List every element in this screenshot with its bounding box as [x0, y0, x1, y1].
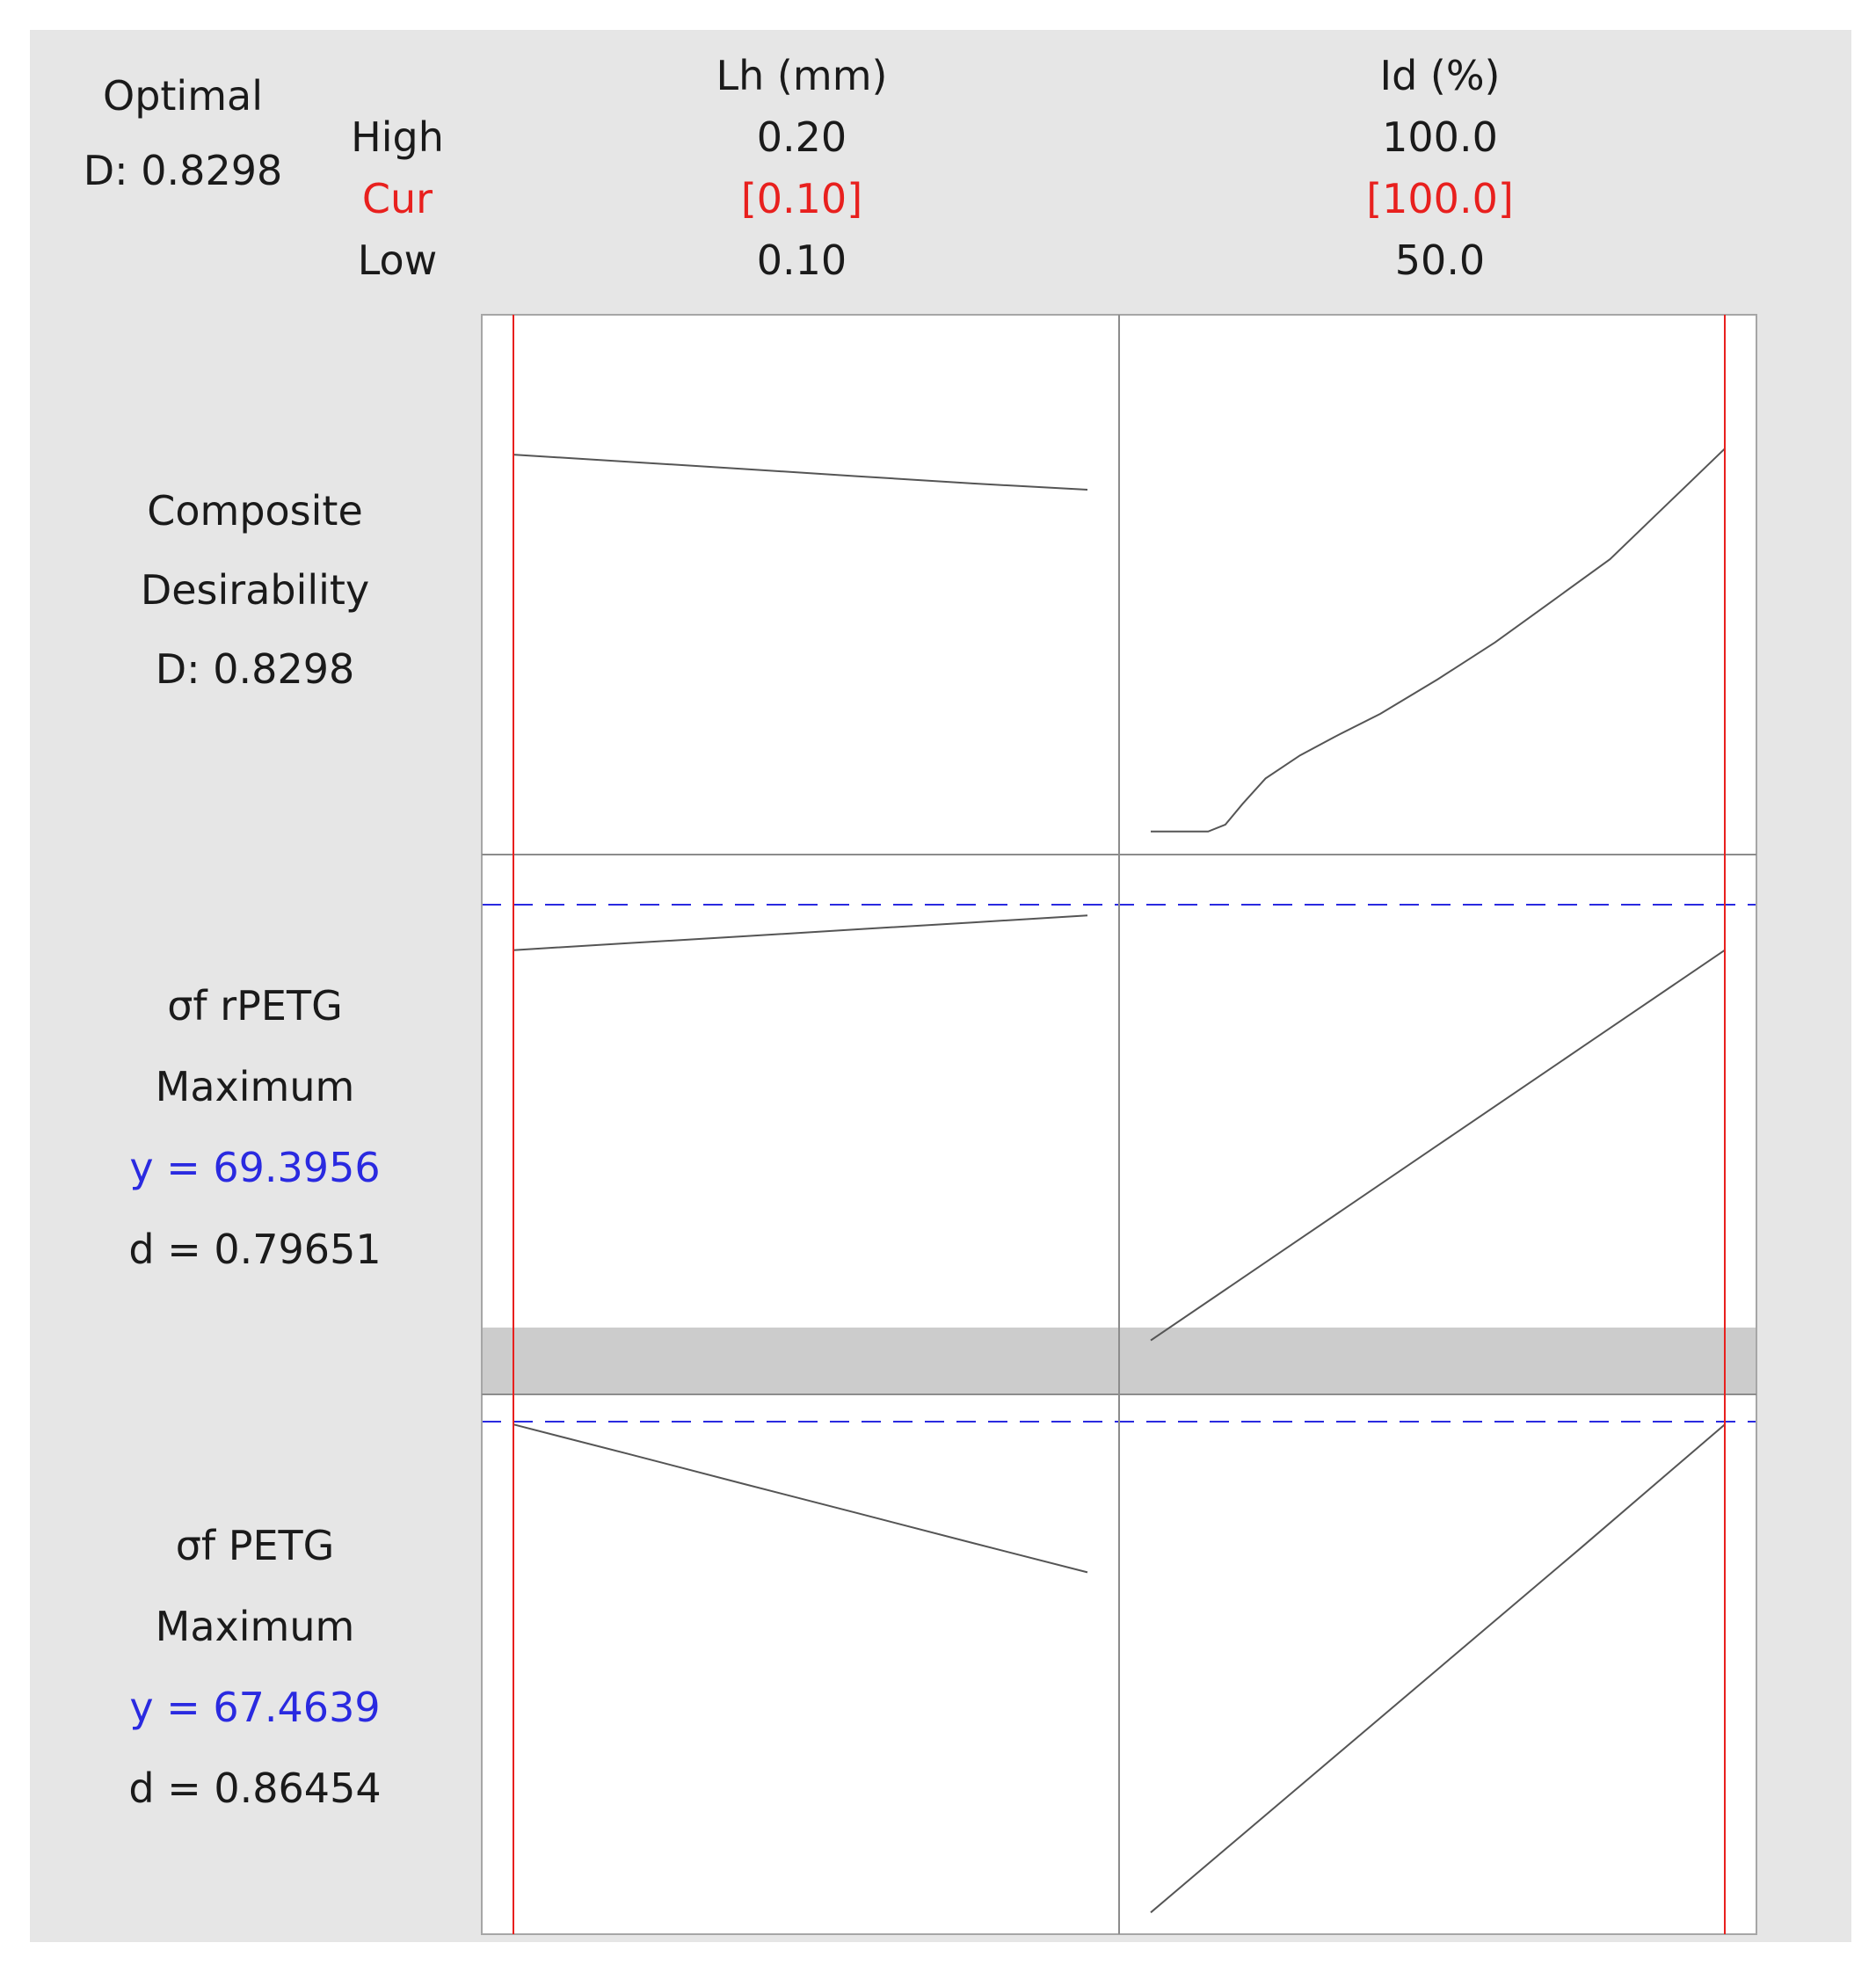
- panel-petg-lh: [482, 1394, 1119, 1934]
- row-label-low: Low: [357, 236, 438, 284]
- response-composite-line2: Desirability: [140, 566, 370, 614]
- response-rpetg-title: σf rPETG: [167, 982, 343, 1030]
- factor-lh-low: 0.10: [756, 236, 847, 284]
- panel-composite-lh: [482, 315, 1119, 855]
- panel-rpetg-id: [1119, 855, 1756, 1394]
- response-rpetg-d: d = 0.79651: [128, 1226, 382, 1273]
- panel-rpetg-lh: [482, 855, 1119, 1394]
- factor-id-high: 100.0: [1382, 113, 1498, 161]
- factor-id-low: 50.0: [1394, 236, 1486, 284]
- factor-id-cur: [100.0]: [1366, 175, 1514, 222]
- row-label-high: High: [351, 113, 444, 161]
- response-petg-d: d = 0.86454: [128, 1765, 382, 1812]
- optimal-label: Optimal: [102, 72, 264, 120]
- factor-id-name: Id (%): [1379, 52, 1501, 99]
- factor-lh-cur: [0.10]: [740, 175, 863, 222]
- response-composite-d: D: 0.8298: [155, 645, 355, 693]
- response-petg-goal: Maximum: [155, 1603, 355, 1650]
- panel-composite-id: [1119, 315, 1756, 855]
- optimal-d-value: D: 0.8298: [83, 147, 283, 194]
- response-rpetg-y: y = 69.3956: [129, 1144, 381, 1191]
- response-petg-y: y = 67.4639: [129, 1684, 381, 1731]
- factor-lh-name: Lh (mm): [716, 52, 888, 99]
- panel-petg-id: [1119, 1394, 1756, 1934]
- response-composite-title: Composite: [147, 487, 363, 535]
- response-petg-title: σf PETG: [175, 1522, 335, 1569]
- factor-lh-high: 0.20: [756, 113, 847, 161]
- row-label-cur: Cur: [361, 175, 433, 222]
- response-rpetg-goal: Maximum: [155, 1063, 355, 1110]
